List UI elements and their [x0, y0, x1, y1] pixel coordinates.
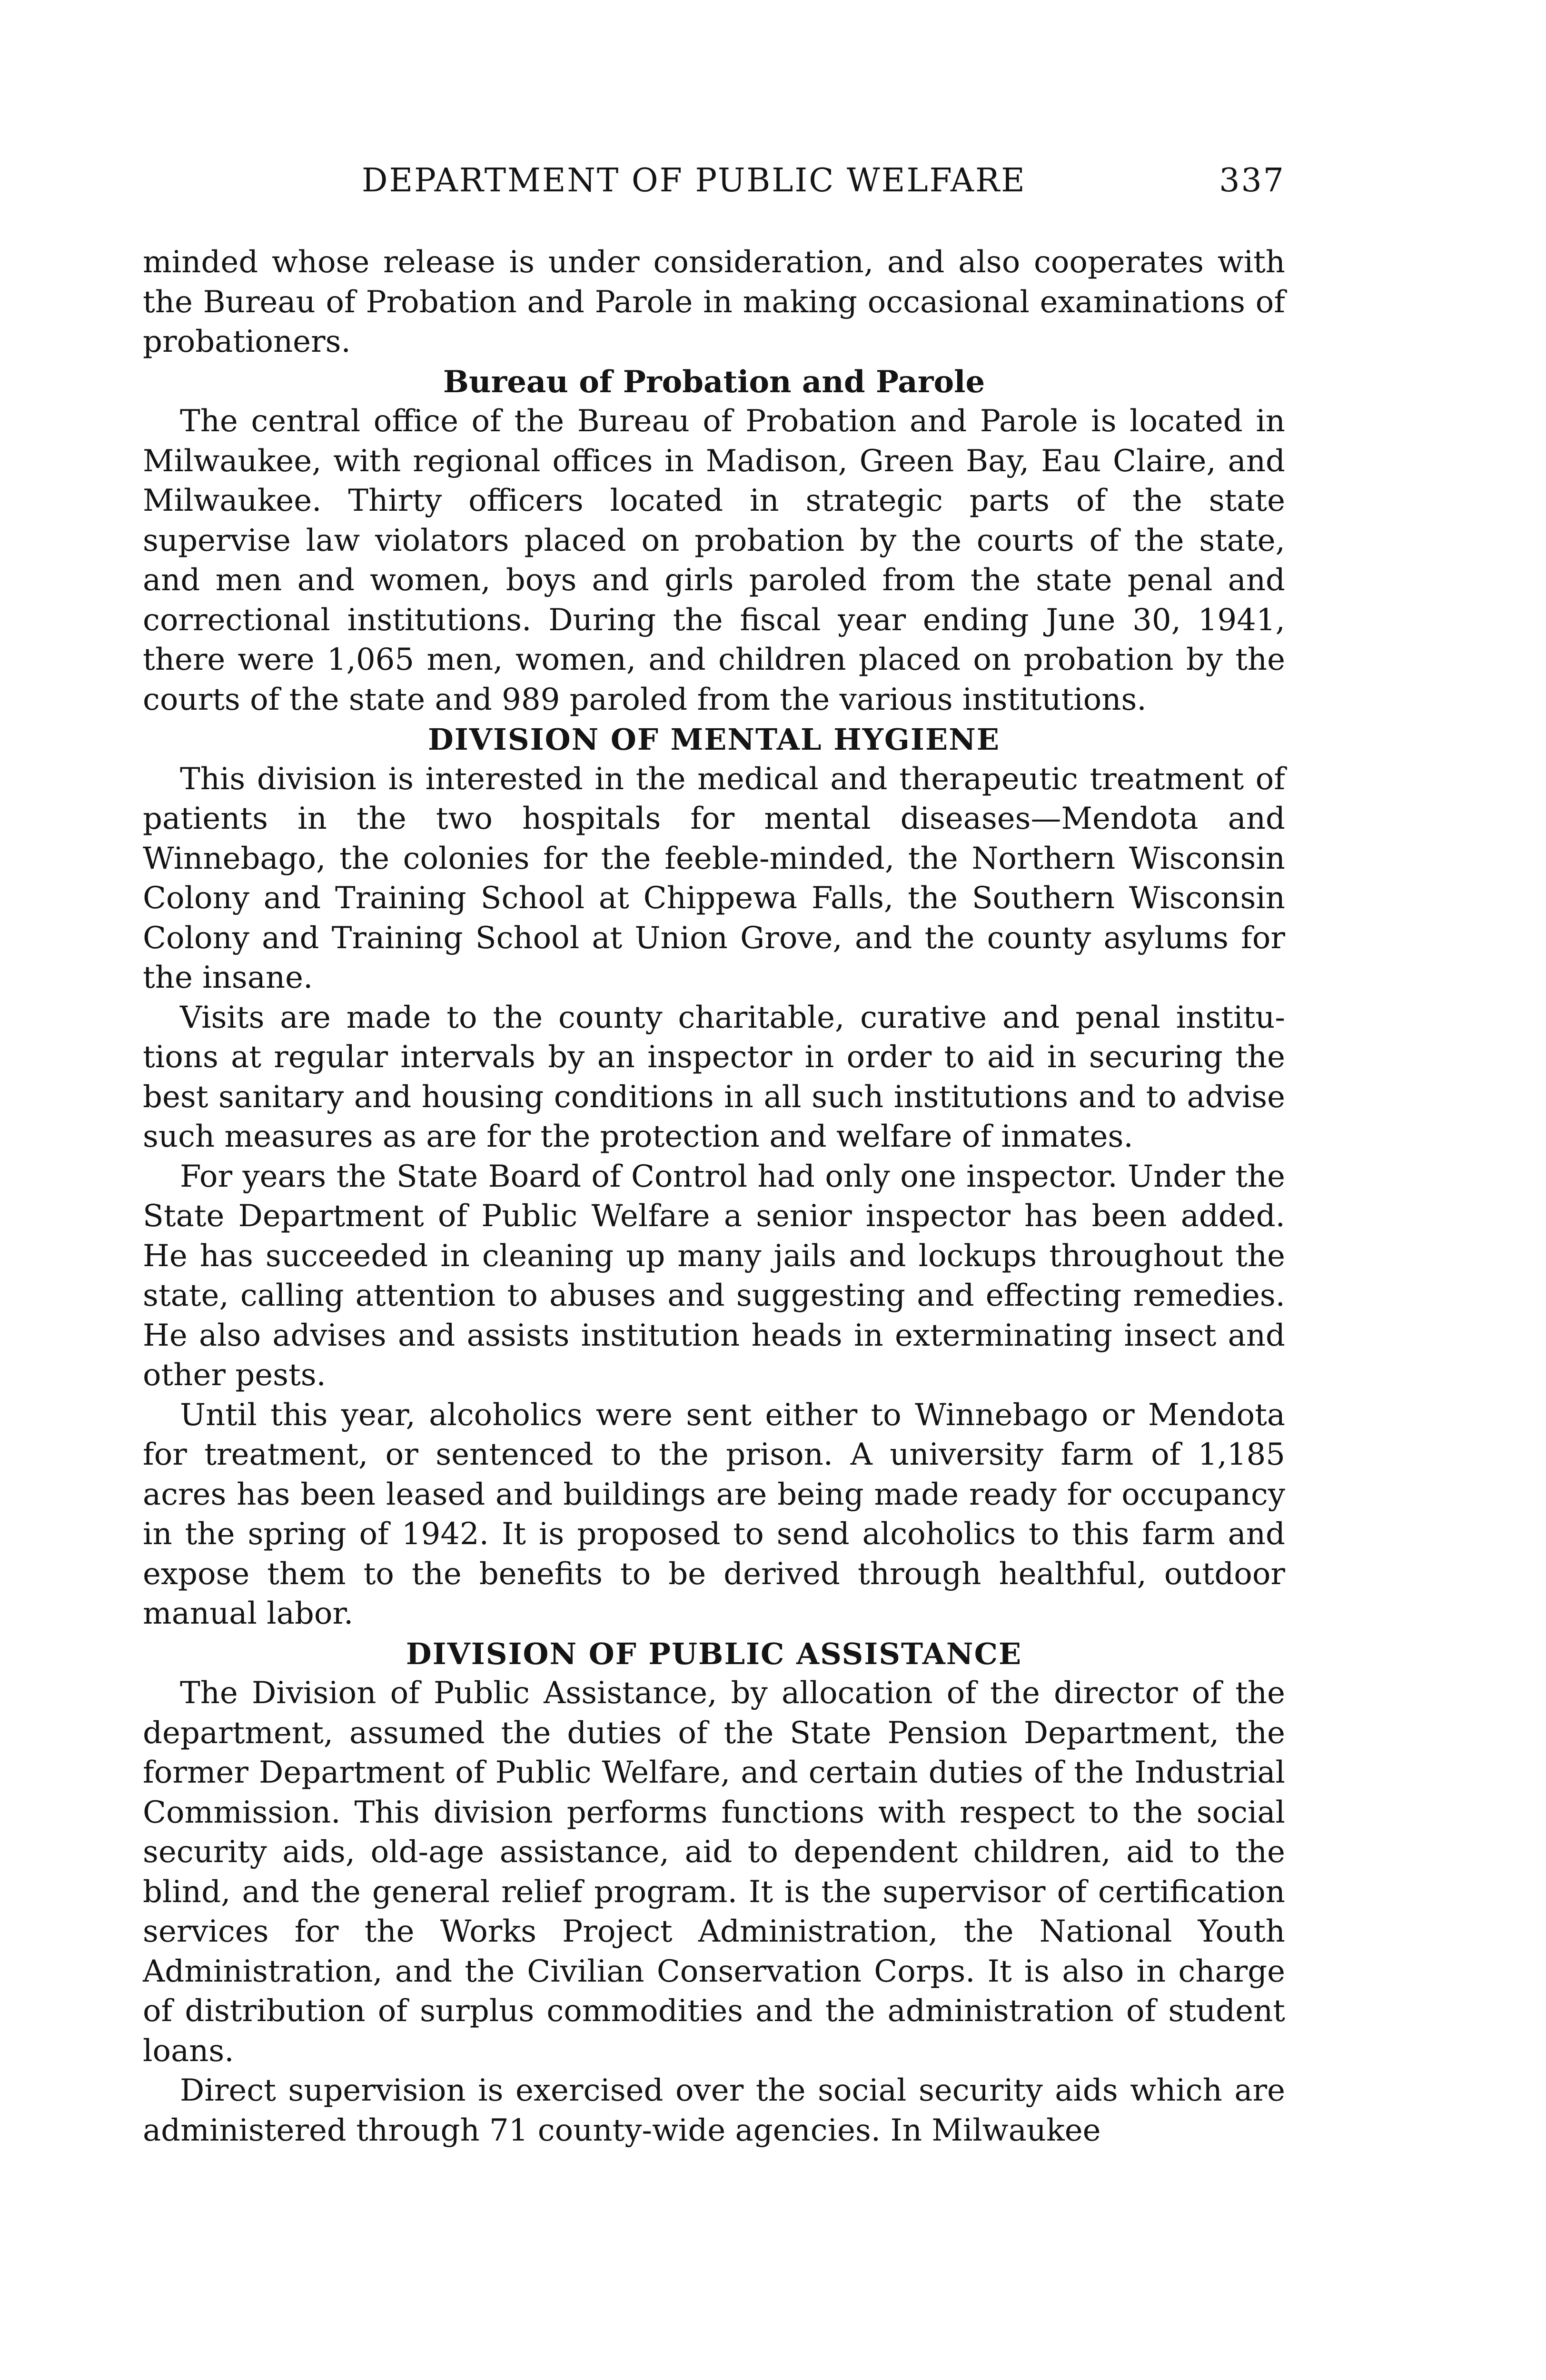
heading-mental-hygiene: DIVISION OF MENTAL HYGIENE [427, 722, 1001, 757]
running-title: DEPARTMENT OF PUBLIC WELFARE [362, 162, 1026, 199]
paragraph-probation: The central office of the Bureau of Probation and Parole is located in Milwaukee, with regional offices in Madison, Green Bay, Eau Claire, and Milwaukee. Thirty officers located in strategic parts of the state supervise law violators placed on probation by the courts of the state, and men and women, boys and girls paroled from the state penal and correctional institutions. During the fiscal year ending June 30, 1941, there were 1,065 men, women, and children placed on probation by the courts of the state and 989 paroled from the various institutions. [143, 404, 1285, 717]
body-text [143, 243, 1285, 2151]
paragraph-mental-2: Visits are made to the county charitable, curative and penal institutions at regular intervals by an inspector in order to aid in securing the best sanitary and housing conditions in all such institutions and to advise such measures as are for the protection and welfare of inmates. [143, 1000, 1285, 1154]
running-head [143, 162, 1285, 205]
heading-probation-parole: Bureau of Probation and Parole [443, 364, 985, 400]
document-page [143, 162, 1285, 2151]
heading-public-assistance: DIVISION OF PUBLIC ASSISTANCE [406, 1636, 1022, 1671]
paragraph-mental-1: This division is interested in the medical and therapeutic treatment of patients in the two hospitals for mental diseases—Mendota and Winnebago, the colonies for the feeble-minded, the Northern Wisconsin Colony and Training School at Chippewa Falls, the Southern Wisconsin Colony and Training School at Union Grove, and the county asylums for the insane. [143, 761, 1285, 995]
paragraph-assistance-1: The Division of Public Assistance, by allocation of the director of the department, assumed the duties of the State Pension Department, the former Department of Public Welfare, and certain duties of the Industrial Commission. This division performs functions with respect to the social security aids, old-age assistance, aid to dependent children, aid to the blind, and the general relief program. It is the supervisor of certification services for the Works Project Administration, the National Youth Administration, and the Civilian Conservation Corps. It is also in charge of distribution of surplus commodities and the administration of student loans. [143, 1676, 1285, 2069]
page-number: 337 [1219, 162, 1285, 199]
paragraph-mental-4: Until this year, alcoholics were sent either to Winnebago or Mendota for treatment, or sentenced to the prison. A university farm of 1,185 acres has been leased and buildings are being made ready for occupancy in the spring of 1942. It is proposed to send alcoholics to this farm and expose them to the benefits to be derived through healthful, outdoor manual labor. [143, 1397, 1285, 1631]
paragraph-assistance-2: Direct supervision is exercised over the social security aids which are administered through 71 county-wide agencies. In Milwaukee [143, 2073, 1285, 2148]
paragraph-continuation: minded whose release is under consideration, and also cooperates with the Bureau of Probation and Parole in making occasional examinations of probationers. [143, 245, 1285, 359]
paragraph-mental-3: For years the State Board of Control had only one inspector. Under the State Department of Public Welfare a senior inspector has been added. He has succeeded in cleaning up many jails and lockups throughout the state, calling attention to abuses and suggesting and effecting remedies. He also advises and assists institution heads in exterminating insect and other pests. [143, 1159, 1285, 1393]
